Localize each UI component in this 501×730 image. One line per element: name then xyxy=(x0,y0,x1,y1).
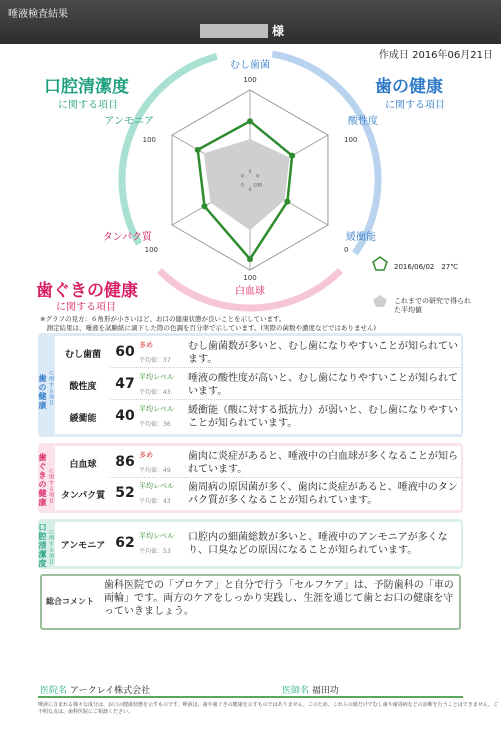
legend-pentagon-icon xyxy=(372,256,388,272)
result-row-ammonia xyxy=(57,529,461,559)
group-gum-label: 歯ぐきの健康 xyxy=(38,453,47,507)
chart-note-1: ※グラフの見方：６角形が小さいほど、お口の健康状態が良いことを示しています。 xyxy=(40,315,286,323)
row-value: 60 xyxy=(115,344,135,360)
row-average: 平均値：49 xyxy=(139,467,171,474)
row-comment: 唾液の酸性度が高いと、むし歯になりやすいことが知られています。 xyxy=(188,373,458,397)
radar-max-label: 100 xyxy=(144,246,158,254)
radar-chart xyxy=(102,58,398,308)
radar-inner-label: 0 xyxy=(248,170,252,176)
doctor-info xyxy=(282,683,339,696)
row-comment: 緩衝能（酸に対する抵抗力）が弱いと、むし歯になりやすいことが知られています。 xyxy=(188,405,458,429)
footer-disclaimer: 唾液に含まれる様々な成分は、お口の健康状態を示すものです。唾液は、歯や歯ぐきの健康を示すものではありません。このため、これらの値だけでむし歯や歯周病などの診断を行うことはできません。ご不明な点は、歯科医院にご相談ください。 xyxy=(38,702,499,715)
result-row-white-blood-cells xyxy=(57,448,461,478)
row-level: 多め xyxy=(139,451,153,459)
row-name: タンパク質 xyxy=(57,479,109,509)
radar-axis-label: 酸性度 xyxy=(348,116,378,127)
doctor-name: 福田功 xyxy=(311,686,339,696)
patient-name-redacted xyxy=(200,24,268,38)
radar-max-label: 100 xyxy=(344,136,358,144)
row-value: 62 xyxy=(115,535,135,551)
radar-measurement-point xyxy=(284,199,290,205)
oral-cleanliness-sub: に関する項目 xyxy=(58,100,118,111)
result-row-acidity xyxy=(57,370,461,400)
radar-axis-label: むし歯菌 xyxy=(230,60,270,71)
radar-inner-label: 100 xyxy=(253,183,262,189)
group-oral-label: 口腔清潔度 xyxy=(38,522,47,568)
row-value: 40 xyxy=(115,408,135,424)
radar-measurement-point xyxy=(247,256,253,262)
row-comment: 歯周病の原因菌が多く、歯肉に炎症があると、唾液中のタンパク質が多くなることが知られています。 xyxy=(188,482,458,506)
radar-axis-label: 白血球 xyxy=(235,286,265,297)
row-average: 平均値：43 xyxy=(139,389,171,396)
group-teeth-label: 歯の健康 xyxy=(38,374,47,410)
row-name: アンモニア xyxy=(57,529,109,559)
row-name: むし歯菌 xyxy=(57,338,109,368)
row-average: 平均値：53 xyxy=(139,548,171,555)
chart-note-2: 測定結果は、唾液を試験紙に滴下した際の色調を百分率で示しています。(実際の菌数や濃度などではありません) xyxy=(40,324,377,332)
gum-health-sub: に関する項目 xyxy=(56,302,116,313)
clinic-key: 医院名 xyxy=(40,686,68,696)
legend-average-icon xyxy=(372,294,388,308)
row-level: 平均レベル xyxy=(139,405,174,413)
oral-cleanliness-title: 口腔清潔度 xyxy=(44,77,129,97)
row-level: 多め xyxy=(139,341,153,349)
doctor-key: 医師名 xyxy=(282,686,310,696)
oral-arc xyxy=(122,56,217,244)
radar-max-label: 100 xyxy=(243,76,257,84)
radar-max-label: 100 xyxy=(243,274,257,282)
radar-axis-label: タンパク質 xyxy=(102,232,152,243)
group-oral-sublabel: に関する項目 xyxy=(48,529,54,565)
row-level: 平均レベル xyxy=(139,532,174,540)
legend-measurement: 2016/06/02 27℃ xyxy=(394,263,459,271)
row-average: 平均値：36 xyxy=(139,421,171,428)
clinic-info xyxy=(40,683,150,696)
row-value: 52 xyxy=(115,485,135,501)
gum-health-title: 歯ぐきの健康 xyxy=(36,281,138,301)
row-comment: 歯肉に炎症があると、唾液中の白血球が多くなることが知られています。 xyxy=(188,451,458,475)
radar-max-label: 100 xyxy=(142,136,156,144)
radar-axis-label: 緩衝能 xyxy=(346,232,376,243)
row-value: 86 xyxy=(115,454,135,470)
radar-measurement-point xyxy=(201,203,207,209)
report-title: 唾液検査結果 xyxy=(8,9,68,20)
teeth-health-sub: に関する項目 xyxy=(385,100,445,111)
group-gum-sublabel: に関する項目 xyxy=(48,468,54,504)
radar-inner-label: 0 xyxy=(256,174,260,180)
header-bar xyxy=(0,0,501,44)
creation-date: 作成日 2016年06月21日 xyxy=(378,50,493,61)
overall-comment-text: 歯科医院での「プロケア」と自分で行う「セルフケア」は、予防歯科の「車の両輪」です。両方のケアをしっかり実践し、生涯を通じて歯とお口の健康を守っていきましょう。 xyxy=(104,580,454,617)
row-level: 平均レベル xyxy=(139,373,174,381)
row-name: 酸性度 xyxy=(57,370,109,400)
radar-measurement-point xyxy=(247,118,253,124)
result-row-protein xyxy=(57,479,461,509)
radar-max-label: 0 xyxy=(344,246,349,254)
radar-inner-label: 0 xyxy=(248,187,252,193)
result-row-cavity-bacteria xyxy=(57,338,461,368)
legend-average: これまでの研究で得られた平均値 xyxy=(394,297,471,314)
radar-measurement-point xyxy=(289,153,295,159)
radar-axis-label: アンモニア xyxy=(104,116,154,127)
radar-inner-label: 0 xyxy=(240,183,244,189)
overall-comment-box xyxy=(40,574,461,630)
overall-comment-label: 総合コメント xyxy=(46,597,94,606)
footer-divider xyxy=(38,696,463,698)
row-level: 平均レベル xyxy=(139,482,174,490)
honorific: 様 xyxy=(272,24,285,38)
clinic-name: アークレイ株式会社 xyxy=(69,686,151,696)
row-comment: むし歯菌数が多いと、むし歯になりやすいことが知られています。 xyxy=(188,341,458,365)
result-row-buffer-capacity xyxy=(57,402,461,432)
group-teeth-sublabel: に関する項目 xyxy=(48,370,54,406)
row-name: 白血球 xyxy=(57,448,109,478)
row-average: 平均値：37 xyxy=(139,357,171,364)
row-comment: 口腔内の細菌総数が多いと、唾液中のアンモニアが多くなり、口臭などの原因になることが知られています。 xyxy=(188,532,448,556)
row-value: 47 xyxy=(115,376,135,392)
row-name: 緩衝能 xyxy=(57,402,109,432)
radar-measurement-point xyxy=(195,147,201,153)
teeth-health-title: 歯の健康 xyxy=(375,77,443,97)
row-average: 平均値：43 xyxy=(139,498,171,505)
radar-inner-label: 0 xyxy=(240,174,244,180)
